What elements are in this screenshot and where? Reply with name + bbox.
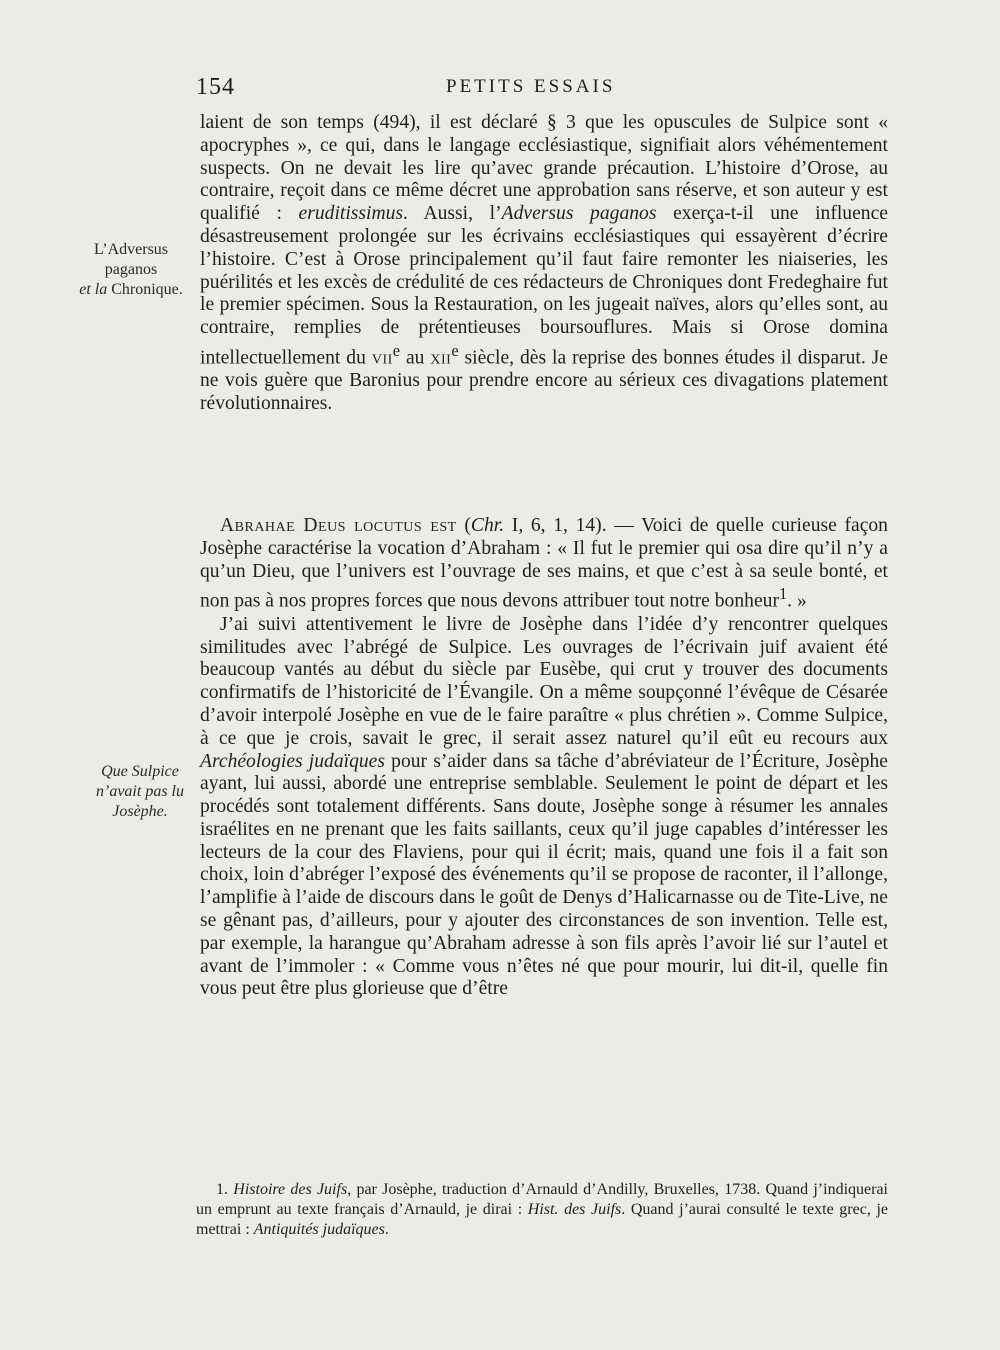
footnote-number: 1. — [216, 1181, 234, 1198]
sidenote-text: Chronique. — [107, 281, 183, 298]
sidenote-text: paganos — [104, 261, 158, 278]
section-orose — [200, 112, 888, 416]
paragraph: J’ai suivi attentivement le livre de Josèphe dans l’idée d’y rencontrer quelques similitudes avec l’abrégé de Sulpice. Les ouvrages de l’écrivain juif avaient été beaucoup vantés au début du siècle par Eusèbe, qui crut y trouver des documents confirmatifs de l’historicité de l’Évangile. On a même soupçonné l’évêque de Césarée d’avoir interpolé Josèphe en vue de le faire paraître « plus chrétien ». Comme Sulpice, à ce que je crois, savait le grec, il serait assez naturel qu’il eût eu recours aux Archéologies judaïques pour s’aider dans sa tâche d’abréviateur de l’Écriture, Josèphe ayant, lui aussi, abordé une entreprise semblable. Seulement le point de départ et les procédés sont totalement différents. Sans doute, Josèphe songe à résumer les annales israélites en ne prenant que les faits saillants, ceux qu’il juge capables d’intéresser les lecteurs de la cour des Flaviens, pour qui il écrit; mais, quand une fois il a fait son choix, loin d’abréger l’exposé des événements qu’il se propose de raconter, il l’allonge, l’amplifie à l’aide de discours dans le goût de Denys d’Halicarnasse ou de Tite-Live, ne se gênant pas, d’ailleurs, pour y ajouter des circonstances de son invention. Telle est, par exemple, la harangue qu’Abraham adresse à son fils après l’avoir lié sur l’autel et avant de l’immoler : « Comme vous n’êtes né que pour mourir, lui dit-il, quelle fin vous peut être plus glorieuse que d’être — [200, 613, 888, 1000]
section-heading: Abrahae Deus locutus est — [220, 515, 457, 536]
sidenote-text: Josèphe. — [112, 803, 168, 820]
sidenote-text: et la — [79, 281, 108, 298]
running-head: PETITS ESSAIS — [446, 76, 616, 97]
paragraph: laient de son temps (494), il est déclaré § 3 que les opuscules de Sulpice sont « apocryphes », ce qui, dans le langage ecclésiastique, signifiait alors véhémentement suspects. On ne devait les lire qu’avec grande précaution. L’histoire d’Orose, au contraire, reçoit dans ce même décret une approbation sans réserve, et son auteur y est qualifié : eruditissimus. Aussi, l’Adversus paganos exerça-t-il une influence désastreusement prolongée sur les écrivains ecclésiastiques qui essayèrent d’écrire l’histoire. C’est à Orose principalement qu’il faut faire remonter les niaiseries, les puérilités et les excès de crédulité de ces rédacteurs de Chroniques dont Fredeghaire fut le premier spécimen. Sous la Restauration, on les jugeait naïves, alors qu’elles sont, au contraire, remplies de prétentieuses boursouflures. Mais si Orose domina intellectuellement du vii$^e$ au xii$^e$ siècle, dès la reprise des bonnes études il disparut. Je ne vois guère que Baronius pour prendre encore au sérieux ces divagations platement révolutionnaires. — [200, 112, 888, 415]
sidenote-sulpice — [82, 762, 198, 822]
sidenote-text: Que Sulpice — [101, 763, 179, 780]
footnote-ref[interactable]: 1 — [778, 584, 788, 604]
section-abrahae — [200, 515, 888, 1001]
footnote: 1. Histoire des Juifs, par Josèphe, traduction d’Arnauld d’Andilly, Bruxelles, 1738. Quand j’indiquerai un emprunt au texte français d’Arnauld, je dirai : Hist. des Juifs. Quand j’aurai consulté le texte grec, je mettrai : Antiquités judaïques. — [196, 1181, 889, 1238]
paragraph: Abrahae Deus locutus est (Chr. I, 6, 1, 14). — Voici de quelle curieuse façon Josèphe caractérise la vocation d’Abraham : « Il fut le premier qui osa dire qu’il n’y a qu’un Dieu, que l’univers est l’ouvrage de ses mains, et que c’est à sa seule bonté, et non pas à nos propres forces que nous devons attribuer tout notre bonheur$^1$. » — [200, 515, 888, 612]
page-header — [196, 74, 886, 104]
sidenote-adversus — [40, 240, 222, 300]
sidenote-text: Adversus — [107, 241, 169, 258]
sidenote-text: L’ — [93, 241, 108, 258]
sidenote-text: n’avait pas lu — [96, 783, 184, 800]
page-number: 154 — [196, 74, 235, 100]
